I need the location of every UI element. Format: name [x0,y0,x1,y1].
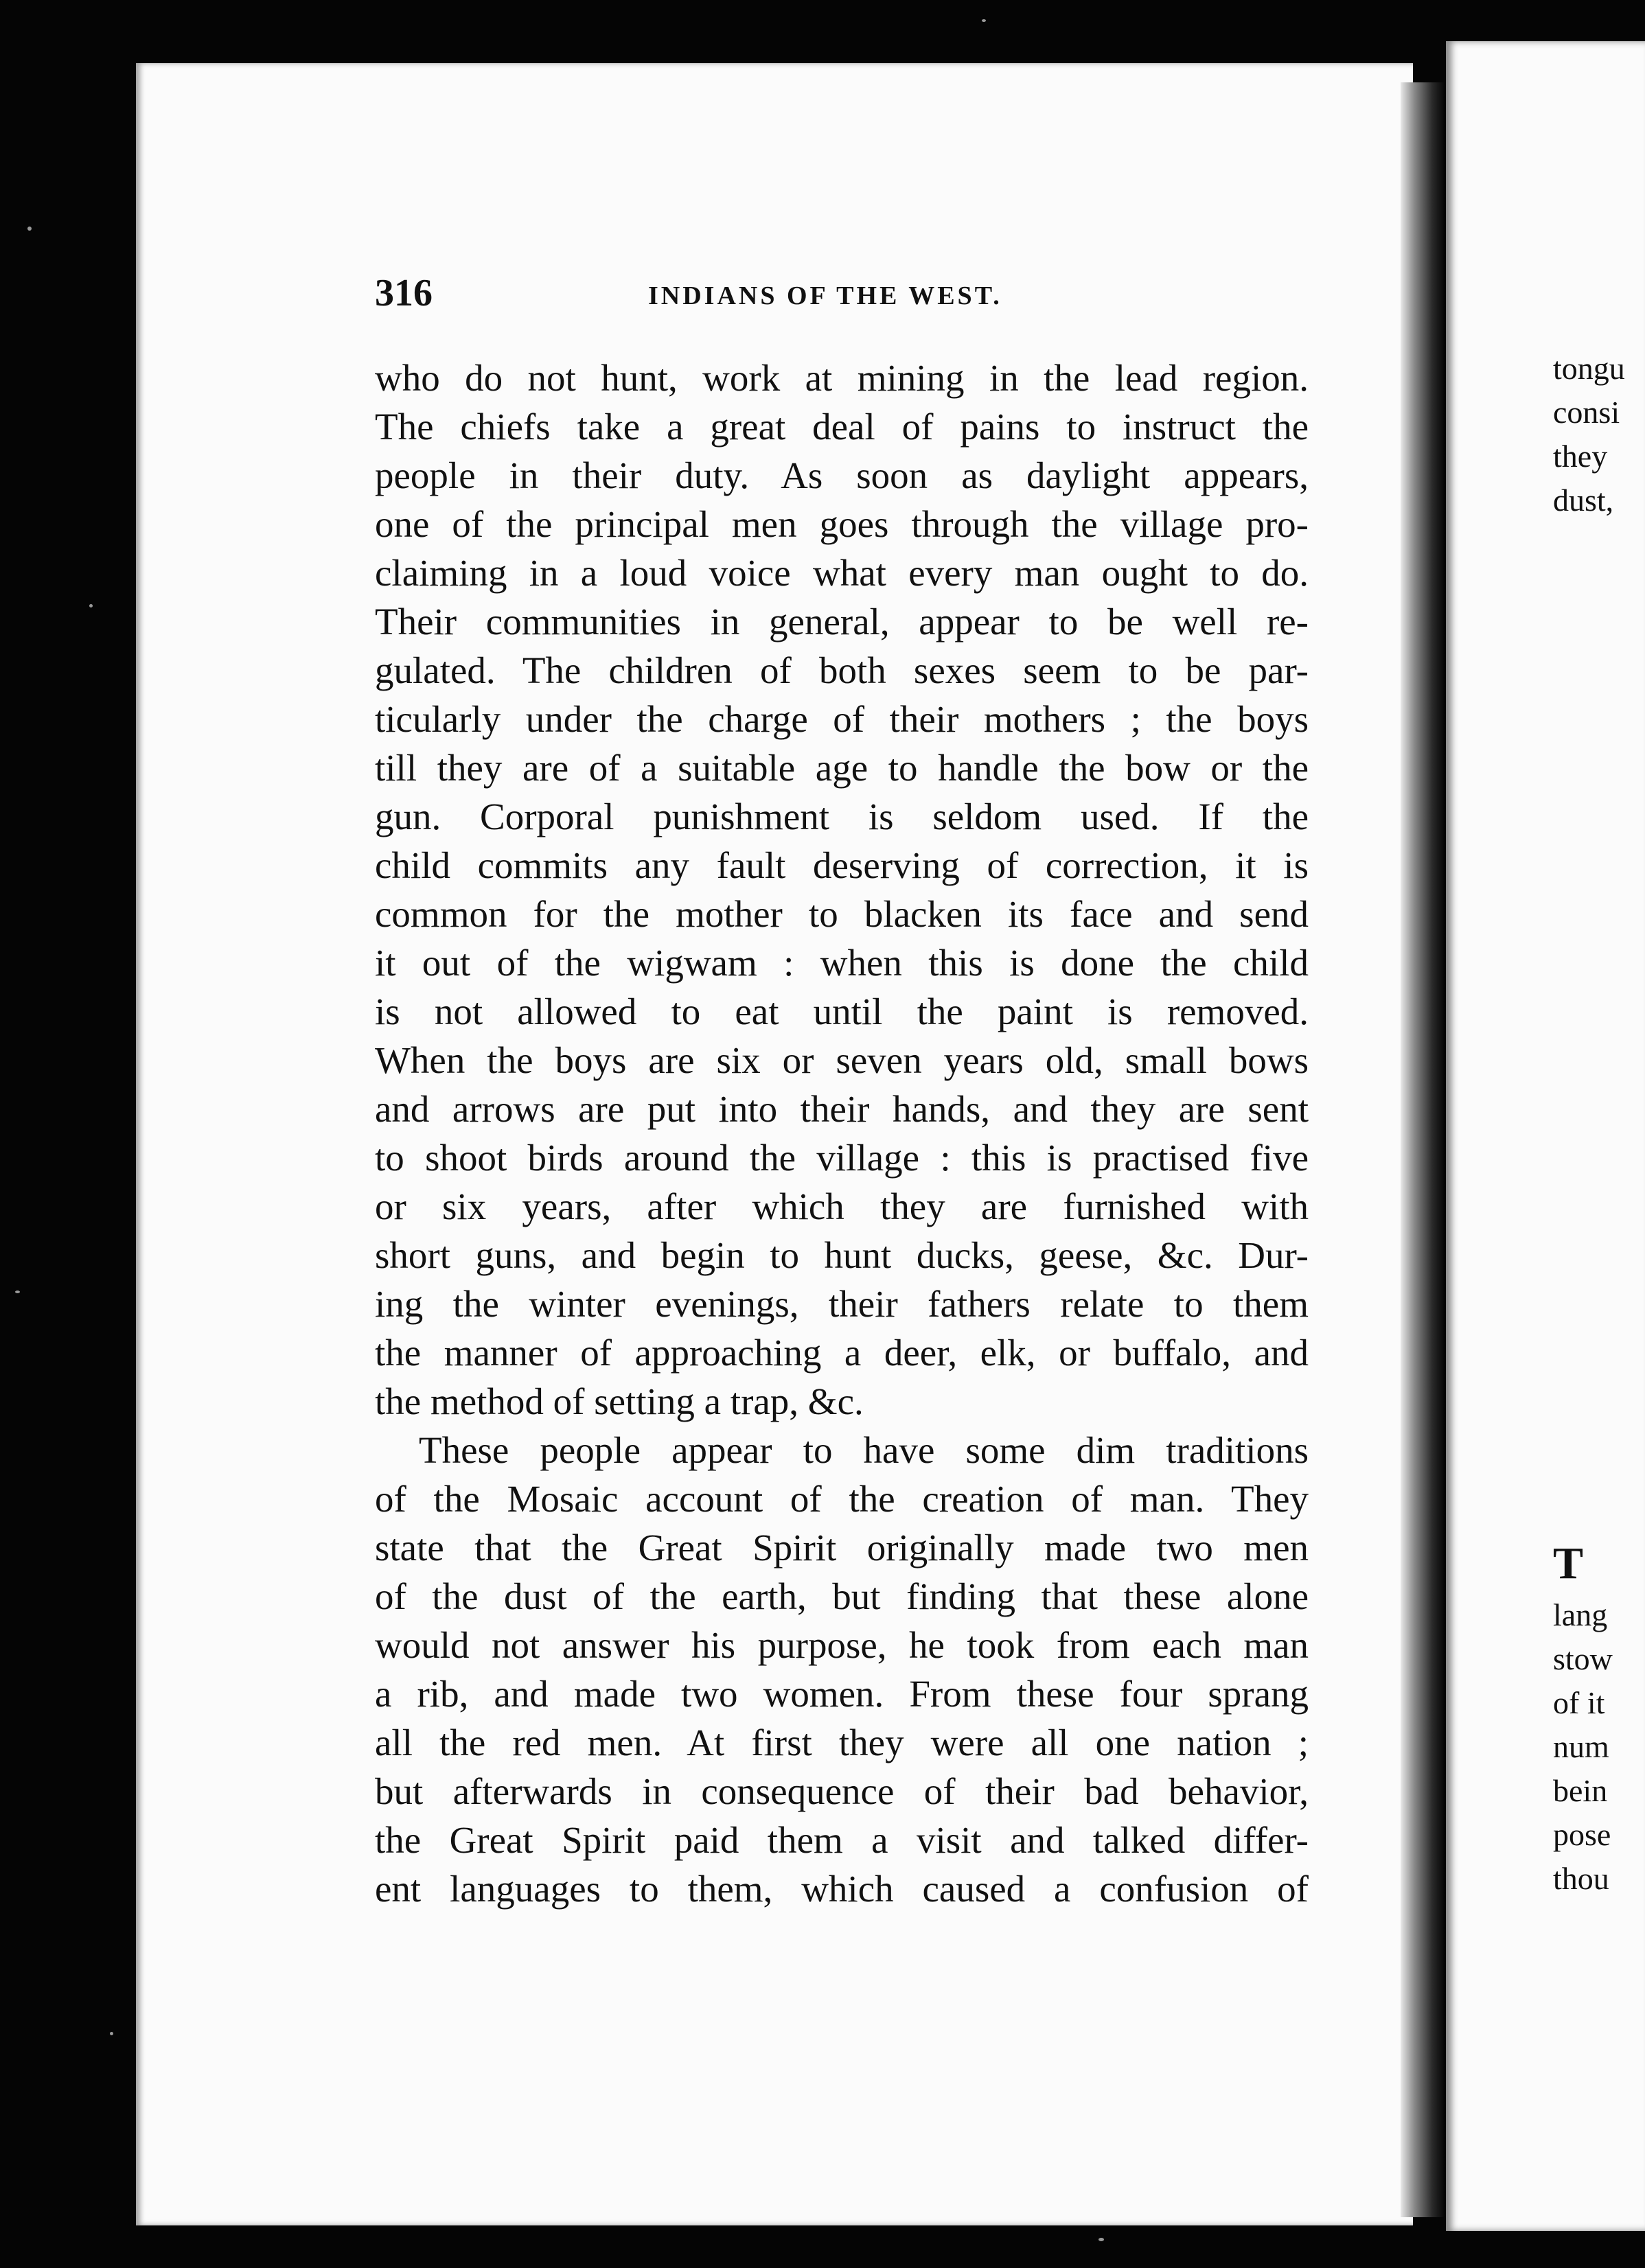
text-line: the method of setting a trap, &c. [375,1380,864,1422]
text-line: These people appear to have some dim traditions [419,1429,1309,1471]
text-line: ing the winter evenings, their fathers relate to them [375,1283,1309,1325]
text-line: all the red men. At first they were all one nation ; [375,1722,1309,1763]
facing-text-line: pose [1553,1817,1611,1852]
text-line: is not allowed to eat until the paint is removed. [375,991,1309,1032]
facing-text-line: thou [1553,1861,1609,1896]
text-line: gulated. The children of both sexes seem to be par- [375,649,1309,691]
text-line: to shoot birds around the village : this is practised five [375,1137,1309,1179]
text-line: the Great Spirit paid them a visit and talked differ- [375,1819,1309,1861]
facing-text-line: num [1553,1729,1609,1764]
text-line: ent languages to them, which caused a confusion of [375,1868,1309,1910]
text-line: of the Mosaic account of the creation of man. They [375,1478,1309,1520]
text-line: it out of the wigwam : when this is done the child [375,942,1309,984]
facing-text-line: bein [1553,1773,1608,1808]
text-line: and arrows are put into their hands, and they are sent [375,1088,1309,1130]
text-line: Their communities in general, appear to be well re- [375,601,1309,643]
dust-speck [15,1291,20,1293]
text-line: or six years, after which they are furnished with [375,1185,1309,1227]
text-line: would not answer his purpose, he took from each man [375,1624,1309,1666]
facing-text-line: dust, [1553,483,1614,518]
text-line: ticularly under the charge of their mothers ; the boys [375,698,1309,740]
facing-page-bottom-fragment [1553,1534,1645,1901]
dust-speck [1098,2238,1104,2241]
text-line: When the boys are six or seven years old, small bows [375,1039,1309,1081]
text-line: people in their duty. As soon as daylight appears, [375,454,1309,496]
dust-speck [89,604,93,608]
text-line: The chiefs take a great deal of pains to instruct the [375,406,1309,448]
facing-text-line: of it [1553,1685,1605,1720]
book-gutter [1401,82,1446,2217]
dust-speck [27,227,32,231]
text-line: the manner of approaching a deer, elk, or buffalo, and [375,1332,1309,1374]
text-line: one of the principal men goes through the village pro- [375,503,1309,545]
facing-drop-initial: T [1553,1538,1584,1588]
text-line: till they are of a suitable age to handle the bow or the [375,747,1309,789]
text-line: state that the Great Spirit originally made two men [375,1527,1309,1569]
facing-text-line: tongu [1553,351,1625,386]
text-line: who do not hunt, work at mining in the lead region. [375,357,1309,399]
text-line: of the dust of the earth, but finding that these alone [375,1575,1309,1617]
facing-text-line: consi [1553,395,1620,430]
text-line: claiming in a loud voice what every man ought to do. [375,552,1309,594]
text-line: a rib, and made two women. From these four sprang [375,1673,1309,1715]
facing-text-line: they [1553,439,1608,474]
dust-speck [110,2032,113,2035]
dust-speck [982,19,986,22]
text-line: gun. Corporal punishment is seldom used. If the [375,796,1309,837]
running-head: INDIANS OF THE WEST. [648,281,1002,310]
text-line: child commits any fault deserving of correction, it is [375,844,1309,886]
facing-text-line: stow [1553,1641,1613,1676]
facing-text-line: lang [1553,1597,1608,1632]
body-text [375,354,1309,1913]
page-number: 316 [375,272,433,314]
page-header [375,271,1309,319]
text-line: common for the mother to blacken its face and send [375,893,1309,935]
facing-page-top-fragment [1553,347,1645,522]
text-line: short guns, and begin to hunt ducks, geese, &c. Dur- [375,1234,1309,1276]
text-line: but afterwards in consequence of their bad behavior, [375,1770,1309,1812]
